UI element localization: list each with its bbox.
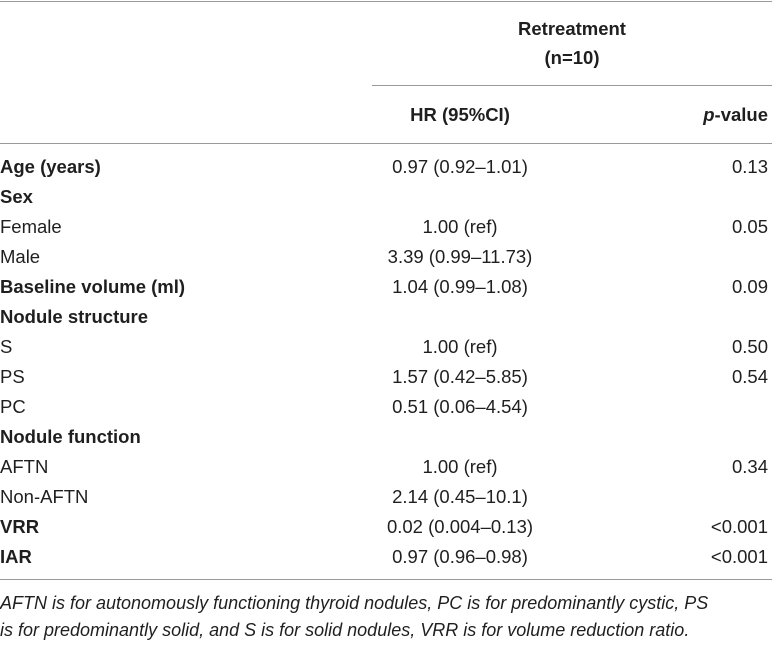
row-p-value: 0.09 bbox=[731, 276, 768, 297]
row-hr-value: 1.00 (ref) bbox=[422, 456, 498, 477]
row-p-value: 0.34 bbox=[731, 456, 768, 477]
footnote-line-2: is for predominantly solid, and S is for solid nodules, VRR is for volume reduction ratio. bbox=[0, 620, 690, 640]
group-header-rule bbox=[372, 85, 772, 86]
row-hr-value: 2.14 (0.45–10.1) bbox=[392, 486, 528, 507]
row-label: Sex bbox=[0, 186, 33, 207]
row-hr-value: 0.97 (0.96–0.98) bbox=[392, 546, 528, 567]
row-hr-value: 0.51 (0.06–4.54) bbox=[392, 396, 528, 417]
row-label: Age (years) bbox=[0, 156, 101, 177]
row-label: Baseline volume (ml) bbox=[0, 276, 186, 297]
table-top-rule bbox=[0, 1, 772, 2]
row-label: AFTN bbox=[0, 456, 49, 477]
row-label: Nodule structure bbox=[0, 306, 149, 327]
group-header-count: (n=10) bbox=[544, 47, 600, 68]
row-p-value: 0.54 bbox=[731, 366, 768, 387]
row-p-value: <0.001 bbox=[710, 516, 768, 537]
table-bottom-rule bbox=[0, 579, 772, 580]
row-hr-value: 1.04 (0.99–1.08) bbox=[392, 276, 528, 297]
column-header-hr: HR (95%CI) bbox=[410, 104, 510, 125]
row-label: VRR bbox=[0, 516, 40, 537]
table-footnote bbox=[0, 590, 772, 644]
header-bottom-rule bbox=[0, 143, 772, 144]
row-label: PS bbox=[0, 366, 25, 387]
row-label: Non-AFTN bbox=[0, 486, 89, 507]
row-hr-value: 0.97 (0.92–1.01) bbox=[392, 156, 528, 177]
row-hr-value: 0.02 (0.004–0.13) bbox=[386, 516, 534, 537]
row-hr-value: 1.57 (0.42–5.85) bbox=[392, 366, 528, 387]
row-hr-value: 1.00 (ref) bbox=[422, 216, 498, 237]
row-hr-value: 1.00 (ref) bbox=[422, 336, 498, 357]
row-hr-value: 3.39 (0.99–11.73) bbox=[387, 246, 533, 267]
row-label: IAR bbox=[0, 546, 32, 567]
row-label: S bbox=[0, 336, 13, 357]
row-p-value: 0.13 bbox=[731, 156, 768, 177]
row-label: PC bbox=[0, 396, 26, 417]
row-p-value: 0.05 bbox=[731, 216, 768, 237]
row-p-value: 0.50 bbox=[731, 336, 768, 357]
row-p-value: <0.001 bbox=[710, 546, 768, 567]
row-label: Male bbox=[0, 246, 41, 267]
footnote-line-1: AFTN is for autonomously functioning thyroid nodules, PC is for predominantly cystic, PS bbox=[0, 593, 709, 613]
group-header-title: Retreatment bbox=[518, 18, 626, 39]
column-header-p-rest: -value bbox=[714, 104, 768, 125]
row-label: Female bbox=[0, 216, 62, 237]
column-header-p-italic: p bbox=[703, 104, 715, 125]
column-header-p-value bbox=[660, 104, 768, 126]
row-label: Nodule function bbox=[0, 426, 141, 447]
